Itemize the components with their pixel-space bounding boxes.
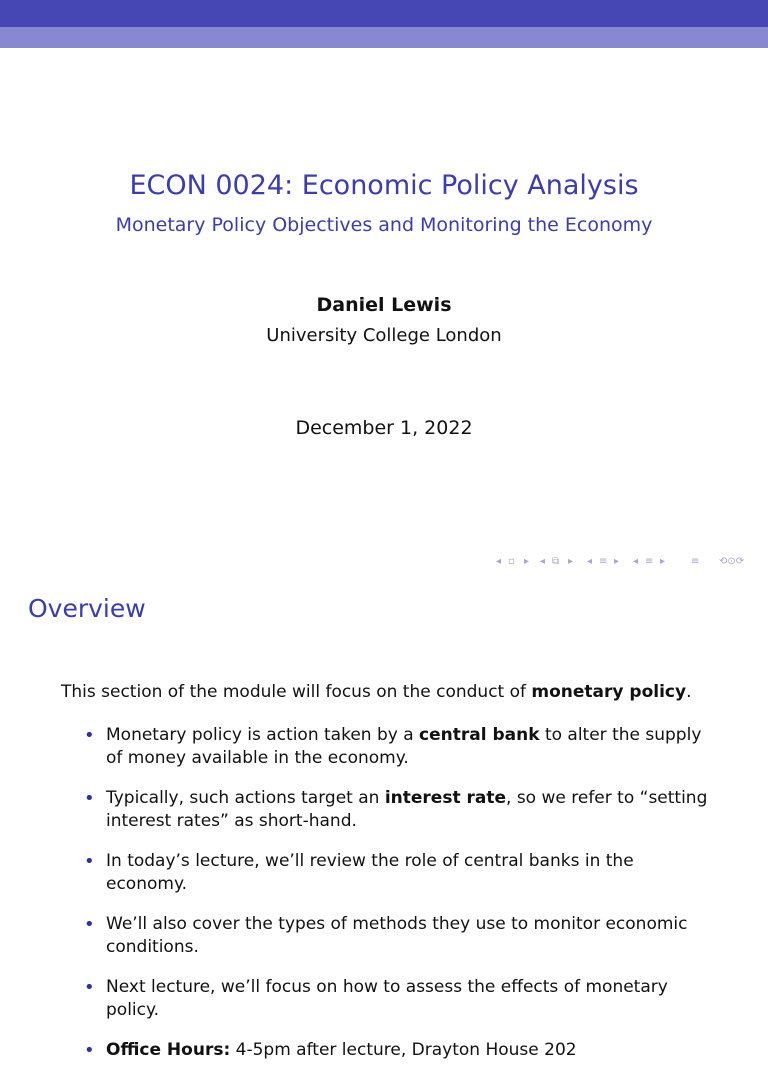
bullet-icon: • <box>84 725 95 746</box>
nav-prev-section-icon[interactable]: ◂ <box>633 556 639 567</box>
nav-prev-subsection-icon[interactable]: ◂ <box>587 556 593 567</box>
nav-next-subsection-icon[interactable]: ▸ <box>614 556 620 567</box>
nav-frame-icon[interactable]: ⧉ <box>552 556 560 567</box>
nav-next-section-icon[interactable]: ▸ <box>660 556 666 567</box>
beamer-navigation-bar <box>496 556 762 570</box>
author-name: Daniel Lewis <box>316 294 452 316</box>
list-item: • We’ll also cover the types of methods they use to monitor economic conditions. <box>84 914 688 957</box>
nav-search-icon[interactable]: ⟲⊙⟳ <box>719 556 745 567</box>
overview-bullet-list <box>79 724 719 1079</box>
bullet-icon: • <box>84 788 95 809</box>
list-item: • Next lecture, we’ll focus on how to assess the effects of monetary policy. <box>84 977 668 1020</box>
bullet-icon: • <box>84 977 95 998</box>
nav-next-slide-icon[interactable]: ▸ <box>524 556 530 567</box>
nav-prev-slide-icon[interactable]: ◂ <box>496 556 502 567</box>
list-item: • Monetary policy is action taken by a central bank to alter the supply of money available in the economy. <box>84 725 702 768</box>
nav-toc-icon[interactable]: ≡ <box>691 556 700 567</box>
presentation-date: December 1, 2022 <box>295 417 473 439</box>
bullet-icon: • <box>84 851 95 872</box>
bullet-icon: • <box>84 914 95 935</box>
nav-prev-frame-icon[interactable]: ◂ <box>540 556 546 567</box>
presentation-title: ECON 0024: Economic Policy Analysis <box>129 170 639 201</box>
institution: University College London <box>266 325 502 346</box>
frame-title: Overview <box>28 594 146 623</box>
header-subband <box>0 27 768 48</box>
nav-subsection-icon[interactable]: ≡ <box>599 556 608 567</box>
intro-text: This section of the module will focus on the conduct of monetary policy. <box>61 682 692 702</box>
list-item: • Office Hours: 4-5pm after lecture, Drayton House 202 <box>84 1040 577 1061</box>
list-item: • Typically, such actions target an interest rate, so we refer to “setting interest rates” as short-hand. <box>84 788 708 831</box>
header-band <box>0 0 768 27</box>
nav-section-icon[interactable]: ≡ <box>645 556 654 567</box>
presentation-subtitle: Monetary Policy Objectives and Monitoring the Economy <box>115 214 653 236</box>
nav-next-frame-icon[interactable]: ▸ <box>568 556 574 567</box>
list-item: • In today’s lecture, we’ll review the role of central banks in the economy. <box>84 851 634 894</box>
bullet-icon: • <box>84 1040 95 1061</box>
nav-slide-icon[interactable]: ▫ <box>508 556 515 567</box>
